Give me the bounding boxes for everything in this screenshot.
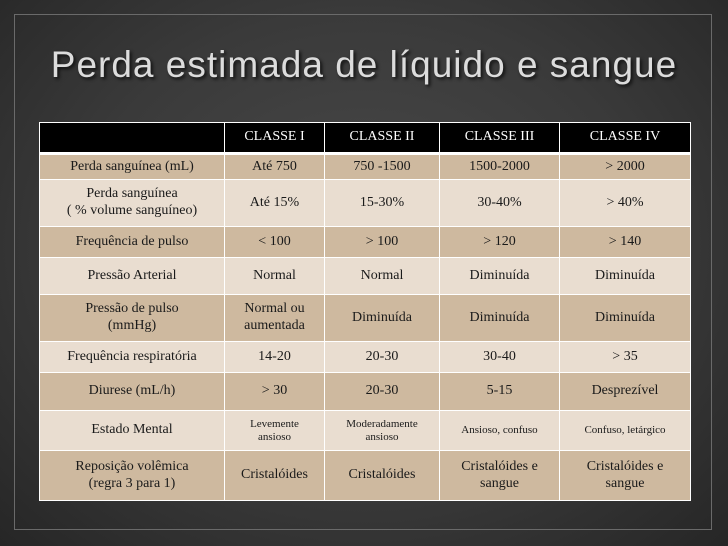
table-cell: Normal xyxy=(225,258,325,295)
table-cell: Normal ou aumentada xyxy=(225,295,325,342)
table-cell: Diminuída xyxy=(560,258,691,295)
table-cell: 1500-2000 xyxy=(440,154,560,180)
row-label: Diurese (mL/h) xyxy=(40,373,225,411)
blood-loss-table xyxy=(39,122,691,501)
table-cell: > 100 xyxy=(325,227,440,258)
table-cell: > 35 xyxy=(560,342,691,373)
table-header-row xyxy=(40,123,691,154)
table-row xyxy=(40,258,691,295)
table-row xyxy=(40,342,691,373)
table-cell: 14-20 xyxy=(225,342,325,373)
header-classe-4: CLASSE IV xyxy=(560,123,691,154)
table-row xyxy=(40,295,691,342)
table-cell: Diminuída xyxy=(440,258,560,295)
table-cell: 30-40 xyxy=(440,342,560,373)
table-cell: Diminuída xyxy=(560,295,691,342)
row-label: Perda sanguínea (mL) xyxy=(40,154,225,180)
row-label: Frequência de pulso xyxy=(40,227,225,258)
table-cell: Normal xyxy=(325,258,440,295)
row-label: Perda sanguínea ( % volume sanguíneo) xyxy=(40,180,225,227)
table-row xyxy=(40,411,691,451)
table-cell: > 40% xyxy=(560,180,691,227)
table-cell: 750 -1500 xyxy=(325,154,440,180)
table-row xyxy=(40,373,691,411)
table-cell: > 120 xyxy=(440,227,560,258)
slide-title: Perda estimada de líquido e sangue xyxy=(50,44,678,85)
table-cell: Ansioso, confuso xyxy=(440,411,560,451)
table-cell: Confuso, letárgico xyxy=(560,411,691,451)
header-classe-2: CLASSE II xyxy=(325,123,440,154)
table-row xyxy=(40,227,691,258)
row-label: Estado Mental xyxy=(40,411,225,451)
header-classe-1: CLASSE I xyxy=(225,123,325,154)
table-cell: 20-30 xyxy=(325,373,440,411)
table-cell: < 100 xyxy=(225,227,325,258)
table-cell: Cristalóides e sangue xyxy=(440,451,560,501)
table-cell: Cristalóides xyxy=(225,451,325,501)
table-cell: Cristalóides xyxy=(325,451,440,501)
table-row xyxy=(40,154,691,180)
table-cell: > 140 xyxy=(560,227,691,258)
row-label: Reposição volêmica (regra 3 para 1) xyxy=(40,451,225,501)
table-cell: 15-30% xyxy=(325,180,440,227)
table-row xyxy=(40,180,691,227)
table-cell: > 30 xyxy=(225,373,325,411)
row-label: Pressão de pulso (mmHg) xyxy=(40,295,225,342)
table-cell: 20-30 xyxy=(325,342,440,373)
table-cell: 5-15 xyxy=(440,373,560,411)
header-empty xyxy=(40,123,225,154)
table-row xyxy=(40,451,691,501)
table-cell: Até 750 xyxy=(225,154,325,180)
row-label: Frequência respiratória xyxy=(40,342,225,373)
table-cell: Levemente ansioso xyxy=(225,411,325,451)
table-cell: Desprezível xyxy=(560,373,691,411)
table-cell: > 2000 xyxy=(560,154,691,180)
table-cell: Moderadamente ansioso xyxy=(325,411,440,451)
header-classe-3: CLASSE III xyxy=(440,123,560,154)
table-cell: Diminuída xyxy=(440,295,560,342)
table-cell: Diminuída xyxy=(325,295,440,342)
table-cell: 30-40% xyxy=(440,180,560,227)
row-label: Pressão Arterial xyxy=(40,258,225,295)
table-cell: Cristalóides e sangue xyxy=(560,451,691,501)
table-cell: Até 15% xyxy=(225,180,325,227)
